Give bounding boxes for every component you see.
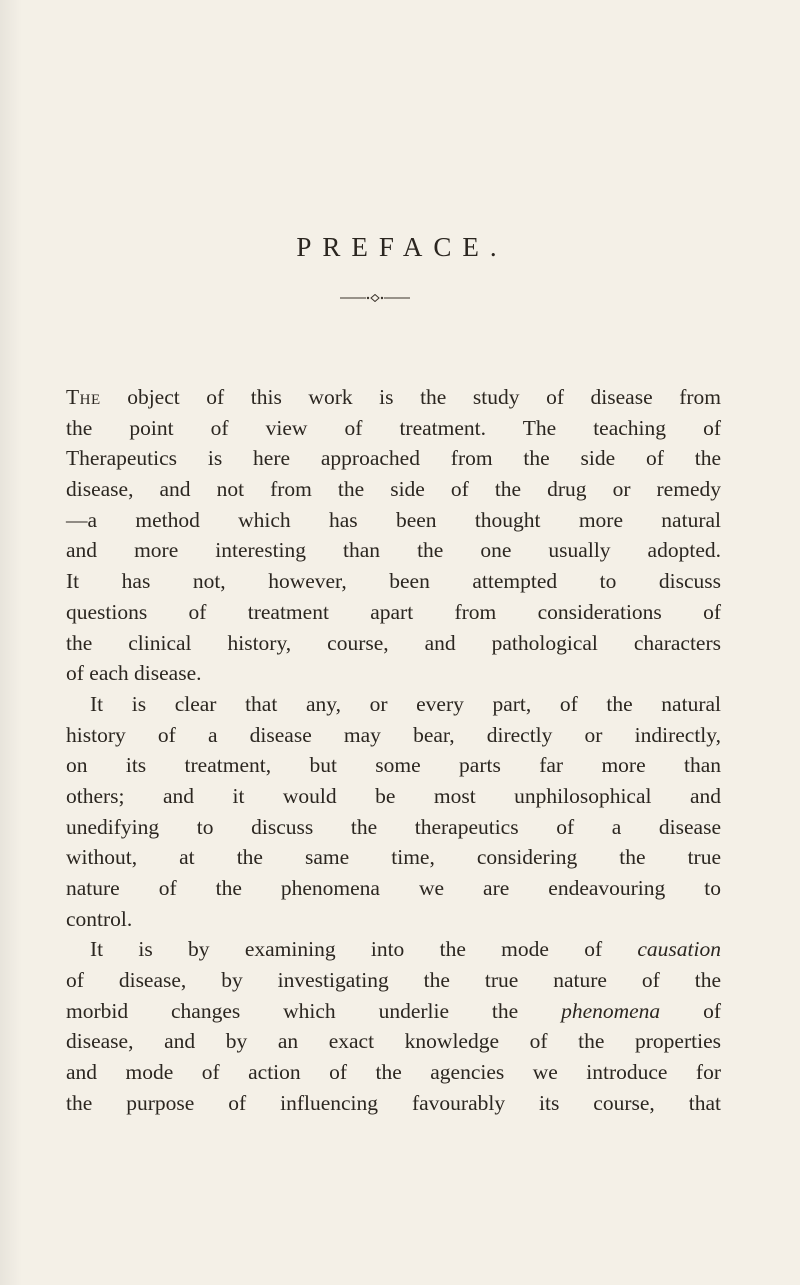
- emphasis-phenomena: phenomena: [561, 998, 661, 1023]
- text-line: morbid changes which underlie the phenomena of: [66, 998, 721, 1023]
- text-line: of disease, by investigating the true nature of the: [66, 968, 721, 993]
- text-line: —a method which has been thought more natural: [66, 507, 721, 532]
- opening-word: The: [66, 385, 101, 409]
- text-line: control.: [66, 906, 133, 931]
- text-line: disease, and not from the side of the drug or remedy: [66, 477, 721, 502]
- text-line: Therapeutics is here approached from the side of the: [66, 446, 721, 471]
- text-line: others; and it would be most unphilosophical and: [66, 783, 721, 808]
- page-title: PREFACE.: [296, 232, 508, 262]
- text-line: the purpose of influencing favourably its course, that: [66, 1090, 721, 1115]
- text-line: It has not, however, been attempted to discuss: [66, 569, 721, 594]
- text-line: the point of view of treatment. The teaching of: [66, 415, 721, 440]
- text-line: the clinical history, course, and pathological characters: [66, 630, 721, 655]
- text-line: The object of this work is the study of disease from: [66, 385, 721, 409]
- preface-body: [66, 382, 721, 1119]
- text-line: history of a disease may bear, directly or indirectly,: [66, 722, 721, 747]
- text-line: nature of the phenomena we are endeavouring to: [66, 876, 721, 900]
- text-line: disease, and by an exact knowledge of the properties: [66, 1029, 721, 1054]
- text-line: unedifying to discuss the therapeutics of a disease: [66, 814, 721, 839]
- text-line: and more interesting than the one usually adopted.: [66, 538, 721, 563]
- text-line: It is by examining into the mode of causation: [90, 937, 721, 962]
- diamond-rule-ornament: [340, 294, 410, 302]
- text-line: and mode of action of the agencies we introduce for: [66, 1060, 721, 1085]
- emphasis-causation: causation: [637, 937, 721, 962]
- text-line: of each disease.: [66, 661, 202, 686]
- text-line: on its treatment, but some parts far more than: [66, 753, 721, 778]
- text-line: questions of treatment apart from considerations of: [66, 599, 721, 624]
- text-line: It is clear that any, or every part, of the natural: [90, 691, 721, 716]
- text-line: without, at the same time, considering the true: [66, 845, 721, 870]
